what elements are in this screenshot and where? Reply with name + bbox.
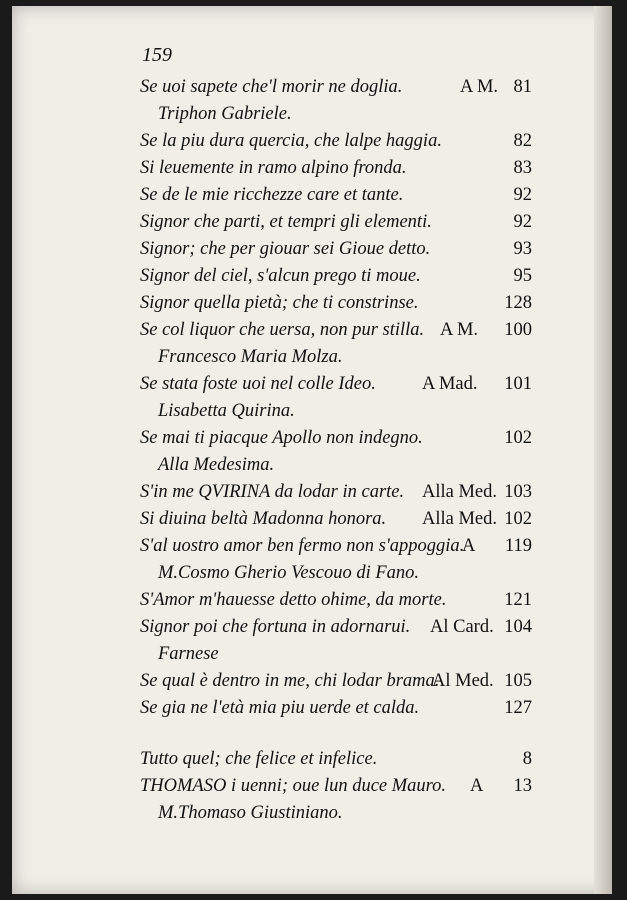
entry-text: S'Amor m'hauesse detto ohime, da morte.: [140, 590, 447, 610]
entry-page-number: 121: [504, 590, 532, 610]
page-number: 159: [142, 44, 172, 66]
entry-text: M.Thomaso Giustiniano.: [158, 803, 343, 823]
index-entry: [140, 560, 532, 586]
entry-dedication: Al Card.: [430, 617, 494, 637]
entry-text: Se stata foste uoi nel colle Ideo.: [140, 374, 376, 394]
entry-page-number: 128: [504, 293, 532, 313]
entry-text: THOMASO i uenni; oue lun duce Mauro.: [140, 776, 447, 796]
entry-text: Signor che parti, et tempri gli elementi.: [140, 212, 432, 232]
index-entry: [140, 746, 532, 772]
entry-dedication: A: [470, 776, 484, 796]
entry-page-number: 13: [513, 776, 532, 796]
entry-page-number: 95: [513, 266, 532, 286]
entry-page-number: 127: [504, 698, 532, 718]
index-entry: [140, 506, 532, 532]
entry-text: Signor quella pietà; che ti constrinse.: [140, 293, 419, 313]
index-entry: [140, 155, 532, 181]
entry-text: Si leuemente in ramo alpino fronda.: [140, 158, 407, 178]
index-entry: [140, 695, 532, 721]
entry-page-number: 102: [504, 509, 532, 529]
entry-page-number: 102: [504, 428, 532, 448]
index-entry: [140, 800, 532, 826]
index-entry: [140, 614, 532, 640]
entry-text: Se col liquor che uersa, non pur stilla.: [140, 320, 425, 340]
entry-page-number: 81: [513, 77, 532, 97]
entry-text: Si diuina beltà Madonna honora.: [140, 509, 387, 529]
index-entry: [140, 452, 532, 478]
index-entry: [140, 773, 532, 799]
entry-text: Farnese: [158, 644, 219, 664]
index-entry: [140, 74, 532, 100]
entry-page-number: 8: [522, 749, 532, 769]
entry-text: Alla Medesima.: [158, 455, 275, 475]
book-page: [12, 6, 612, 894]
index-entry: [140, 479, 532, 505]
entry-text: Se gia ne l'età mia piu uerde et calda.: [140, 698, 420, 718]
entry-text: Tutto quel; che felice et infelice.: [140, 749, 378, 769]
entry-page-number: 119: [504, 536, 532, 556]
entry-text: Signor; che per giouar sei Gioue detto.: [140, 239, 431, 259]
index-entry: [140, 344, 532, 370]
entry-text: Se qual è dentro in me, chi lodar brama.: [140, 671, 440, 691]
entry-page-number: 92: [513, 212, 532, 232]
entry-text: Lisabetta Quirina.: [158, 401, 295, 421]
entry-page-number: 105: [504, 671, 532, 691]
entry-dedication: A: [462, 536, 476, 556]
entry-text: Se mai ti piacque Apollo non indegno.: [140, 428, 423, 448]
index-entry: [140, 290, 532, 316]
entry-dedication: Alla Med.: [422, 509, 498, 529]
entry-dedication: A M.: [440, 320, 479, 340]
entry-page-number: 93: [513, 239, 532, 259]
entry-text: Se la piu dura quercia, che lalpe haggia.: [140, 131, 442, 151]
entry-page-number: 104: [504, 617, 532, 637]
entry-text: S'in me QVIRINA da lodar in carte.: [140, 482, 405, 502]
index-entry: [140, 533, 532, 559]
entry-text: M.Cosmo Gherio Vescouo di Fano.: [158, 563, 420, 583]
entry-page-number: 83: [513, 158, 532, 178]
entry-page-number: 82: [513, 131, 532, 151]
entry-text: Signor del ciel, s'alcun prego ti moue.: [140, 266, 421, 286]
index-entry: [140, 317, 532, 343]
entry-text: Signor poi che fortuna in adornarui.: [140, 617, 411, 637]
index-entry: [140, 263, 532, 289]
index-entry: [140, 425, 532, 451]
index-entry: [140, 236, 532, 262]
index-entry: [140, 587, 532, 613]
entry-page-number: 103: [504, 482, 532, 502]
index-entry: [140, 101, 532, 127]
entry-text: Francesco Maria Molza.: [158, 347, 343, 367]
entry-text: Se uoi sapete che'l morir ne doglia.: [140, 77, 403, 97]
entry-dedication: Alla Med.: [422, 482, 498, 502]
entry-page-number: 100: [504, 320, 532, 340]
index-entry: [140, 209, 532, 235]
entry-dedication: A M.: [460, 77, 499, 97]
entry-dedication: Al Med.: [432, 671, 494, 691]
entry-page-number: 101: [504, 374, 532, 394]
entry-text: S'al uostro amor ben fermo non s'appoggia.: [140, 536, 465, 556]
index-entry: [140, 641, 532, 667]
entry-text: Se de le mie ricchezze care et tante.: [140, 185, 404, 205]
index-entry: [140, 668, 532, 694]
index-entry: [140, 182, 532, 208]
entry-page-number: 92: [513, 185, 532, 205]
index-entry: [140, 398, 532, 424]
index-entries: [12, 6, 612, 894]
entry-dedication: A Mad.: [422, 374, 478, 394]
index-entry: [140, 371, 532, 397]
entry-text: Triphon Gabriele.: [158, 104, 292, 124]
index-entry: [140, 128, 532, 154]
